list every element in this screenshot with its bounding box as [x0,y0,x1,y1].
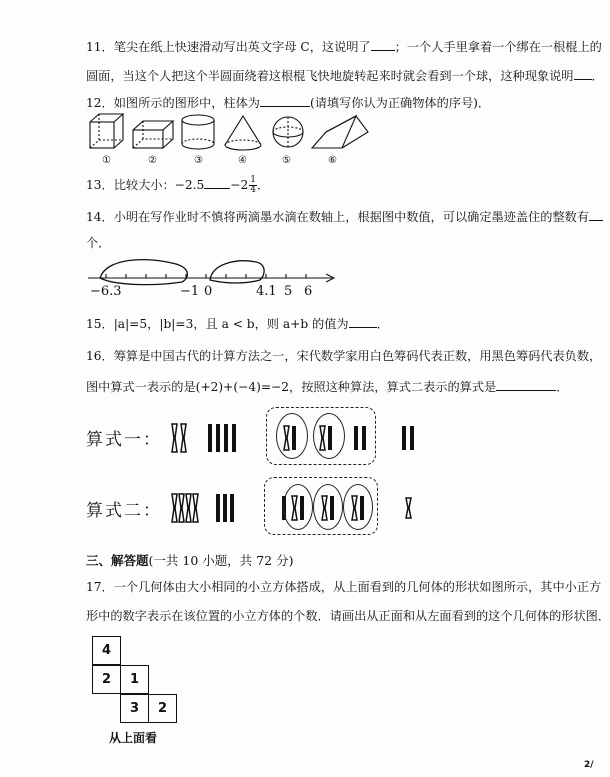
axis-label-5: 5 [284,284,293,299]
axis-label-0: 0 [204,284,213,299]
grid-cell-1: 1 [120,665,149,694]
calc2-label: 算式二： [86,501,162,521]
ink-blot-right [210,261,264,283]
ink-blot-left [100,260,187,285]
q12-blank[interactable] [260,94,310,107]
calc1-oval-1 [276,413,308,459]
calc2-oval-3 [343,484,373,530]
shape-label-5: ⑤ [282,155,291,166]
shape-label-6: ⑥ [328,155,337,166]
cuboid-shape [133,121,173,148]
number-line-figure [86,252,346,300]
solid-shapes-figure [86,112,376,156]
q13-blank[interactable] [204,176,230,189]
cylinder-shape [182,115,214,149]
q17-line1: 17．一个几何体由大小相同的小立方体搭成，从上面看到的几何体的形状如图所示，其中小正方 [86,580,602,594]
shape-label-4: ④ [238,155,247,166]
grid-cell-4: 4 [92,636,121,665]
q11-line1: 11．笔尖在纸上快速滑动写出英文字母 C，这说明了 ；一个人手里拿着一个绑在一根棍上的 [86,40,602,54]
q11-line2: 圆面，当这个人把这个半圆面绕着这根棍飞快地旋转起来时就会看到一个球，这种现象说明 ． [86,69,604,83]
calc2-oval-2 [313,484,343,530]
q17-line2: 形中的数字表示在该位置的小立方体的个数．请画出从正面和从左面看到的这个几何体的形状图． [86,609,610,623]
section-3-heading: 三、解答题(一共 10 小题，共 72 分) [86,553,294,568]
grid-cell-3: 3 [120,694,149,723]
q14-line2: 个． [86,236,111,250]
q11-blank1[interactable] [371,38,395,51]
calc2-oval-1 [283,484,313,530]
q16-line2: 图中算式一表示的是(+2)+(−4)=−2，按照这种算法，算式二表示的算式是 ． [86,380,569,394]
q13-fraction: $\frac{1}{4}$ [250,175,256,195]
q16-blank[interactable] [496,378,556,391]
q16-line1: 16．筹算是中国古代的计算方法之一，宋代数学家用白色筹码代表正数，用黑色筹码代表负数， [86,349,602,363]
axis-label-neg-6-3: −6.3 [90,284,122,299]
q13-text: 13．比较大小：−2.5 −2 $\frac{1}{4}$ ． [86,175,270,195]
calc1-oval-2 [313,413,345,459]
shape-label-3: ③ [194,155,203,166]
sphere-shape [273,117,303,147]
triangular-prism-shape [312,116,368,148]
q15-text: 15．|a|=5，|b|=3，且 a < b，则 a+b 的值为 ． [86,317,389,331]
shape-label-1: ① [102,155,111,166]
axis-label-6: 6 [304,284,313,299]
grid-cell-2a: 2 [92,665,121,694]
q14-line1: 14．小明在写作业时不慎将两滴墨水滴在数轴上，根据图中数值，可以确定墨迹盖住的整数有 [86,208,603,225]
top-view-caption: 从上面看 [109,731,158,745]
calc1-label: 算式一： [86,430,162,450]
q11-blank2[interactable] [574,67,592,80]
axis-label-neg-1: −1 [180,284,200,299]
q14-blank[interactable] [589,208,603,221]
axis-label-4-1: 4.1 [256,284,277,299]
grid-cell-2b: 2 [148,694,177,723]
q12-text: 12．如图所示的图形中，柱体为 (请填写你认为正确物体的序号)． [86,96,491,110]
shape-label-2: ② [148,155,157,166]
q15-blank[interactable] [349,315,377,328]
cone-shape [225,116,261,150]
cube-shape [90,114,123,148]
page-number: 2/ [584,760,594,770]
